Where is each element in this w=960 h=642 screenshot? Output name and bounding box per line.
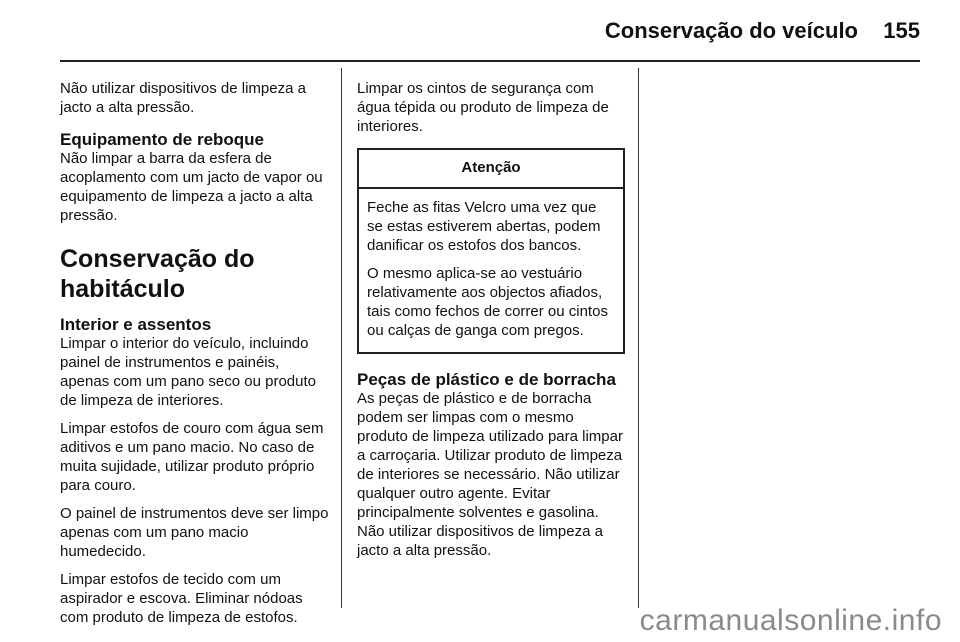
towing-heading: Equipamento de reboque [60, 130, 265, 149]
page-header [60, 14, 920, 48]
section-heading: Conservação do habitáculo [60, 245, 255, 303]
intro-paragraph: Não utilizar dispositivos de limpeza a jacto a alta pressão. [60, 80, 306, 116]
caution-box [357, 148, 625, 354]
caution-paragraph: O mesmo aplica-se ao vestuário relativamente aos objectos afiados, tais como fechos de correr ou cintos ou calças de ganga com pregos. [367, 265, 608, 339]
page-number: 155 [883, 18, 920, 43]
body-paragraph: Limpar estofos de tecido com um aspirador e escova. Eliminar nódoas com produto de limpeza de estofos. [60, 571, 303, 626]
column-divider [341, 68, 342, 608]
column-divider [638, 68, 639, 608]
caution-body [359, 189, 623, 352]
interior-heading: Interior e assentos [60, 315, 212, 334]
caution-title: Atenção [359, 150, 623, 189]
middle-column [357, 79, 625, 569]
body-paragraph: O painel de instrumentos deve ser limpo apenas com um pano macio humedecido. [60, 505, 329, 560]
plastic-paragraph: As peças de plástico e de borracha podem ser limpas com o mesmo produto de limpeza utilizado para limpar a carroçaria. Utilizar produto de limpeza de interiores se necessário. Não utilizar qualquer outro agente. Evitar principalmente solventes e gasolina. Não utilizar dispositivos de limpeza a jacto a alta pressão. [357, 390, 623, 559]
body-paragraph: Limpar o interior do veículo, incluindo painel de instrumentos e painéis, apenas com um pano seco ou produto de limpeza de interiores. [60, 335, 317, 409]
header-title: Conservação do veículo [604, 18, 858, 43]
caution-paragraph: Feche as fitas Velcro uma vez que se estas estiverem abertas, podem danificar os estofos dos bancos. [367, 199, 601, 254]
plastic-heading: Peças de plástico e de borracha [357, 370, 616, 389]
watermark: carmanualsonline.info [639, 604, 942, 637]
header-divider [60, 60, 920, 62]
body-paragraph: Limpar estofos de couro com água sem aditivos e um pano macio. No caso de muita sujidade, utilizar produto próprio para couro. [60, 420, 324, 494]
left-column [60, 79, 332, 636]
towing-paragraph: Não limpar a barra da esfera de acoplamento com um jacto de vapor ou equipamento de limpeza a jacto a alta pressão. [60, 150, 323, 224]
seatbelt-paragraph: Limpar os cintos de segurança com água tépida ou produto de limpeza de interiores. [357, 80, 609, 135]
